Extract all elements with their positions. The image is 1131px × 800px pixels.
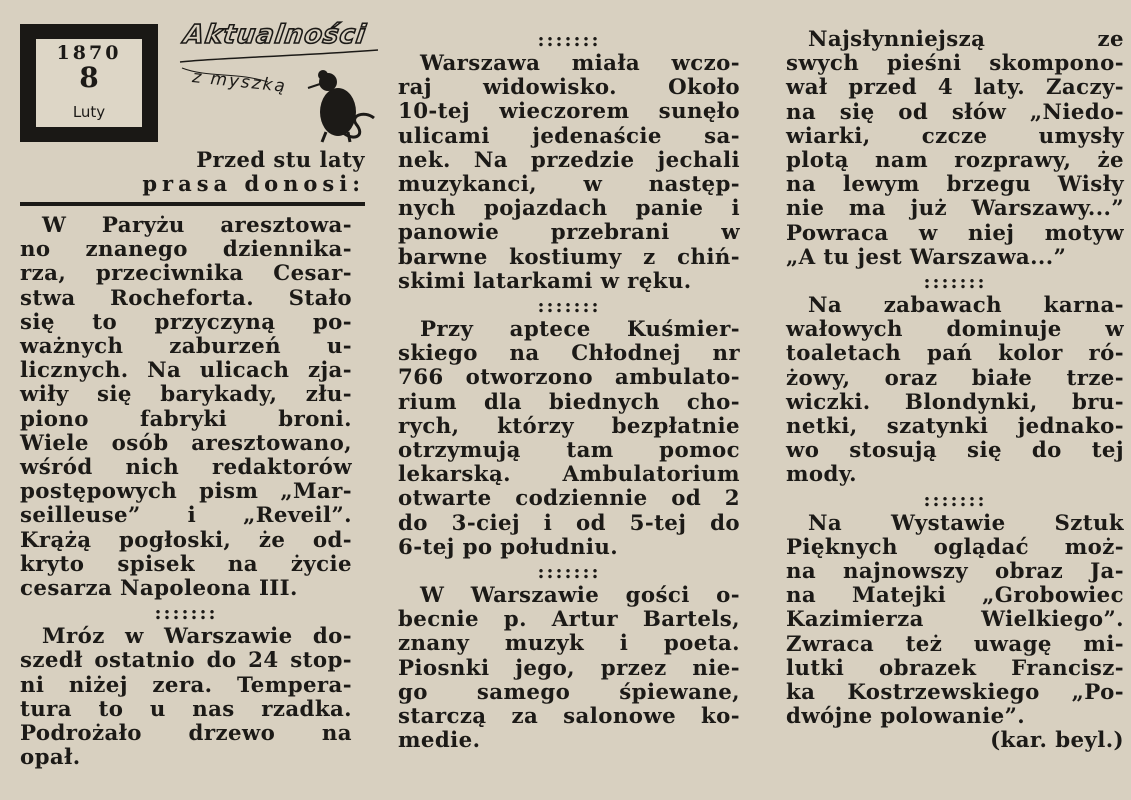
- text-line: Na zabawach karna-: [808, 293, 1124, 319]
- article-widowisko: [398, 52, 740, 294]
- text-line: skiego na Chłodnej nr: [398, 341, 740, 367]
- calendar-year: 1870: [56, 42, 122, 64]
- calendar-day: 8: [79, 61, 99, 94]
- text-line: wiarki, czcze umysły: [786, 123, 1124, 149]
- text-line: Warszawa miała wczo-: [420, 51, 740, 76]
- text-line: ka Kostrzewskiego „Po-: [786, 680, 1124, 706]
- text-line: wśród nich redaktorów: [20, 455, 352, 481]
- text-line: barwne kostiumy z chiń-: [398, 244, 740, 270]
- text-line: rium dla biednych cho-: [398, 389, 740, 415]
- separator: :::::::: [923, 271, 987, 294]
- text-line: cesarza Napoleona III.: [20, 576, 298, 602]
- calendar-month: Luty: [72, 103, 106, 121]
- text-line: Wiele osób aresztowano,: [20, 430, 352, 456]
- text-line: na najnowszy obraz Ja-: [786, 559, 1124, 585]
- text-line: muzykanci, w następ-: [398, 172, 740, 198]
- text-line: otwarte codziennie od 2: [398, 486, 740, 512]
- section-heading-line2: prasa donosi:: [142, 171, 365, 196]
- text-line: rza, przeciwnika Cesar-: [20, 261, 352, 287]
- text-line: 766 otworzono ambulato-: [398, 365, 740, 391]
- text-line: raj widowisko. Około: [398, 75, 740, 101]
- article-mroz: [20, 625, 352, 770]
- text-line: becnie p. Artur Bartels,: [398, 607, 740, 633]
- column-2: [398, 28, 740, 753]
- text-line: lutki obrazek Francisz-: [786, 655, 1124, 681]
- separator: :::::::: [537, 295, 601, 318]
- text-line: rych, którzy bezpłatnie: [398, 413, 740, 439]
- text-line: toaletach pań kolor ró-: [786, 341, 1124, 367]
- text-line: nie ma już Warszawy...”: [786, 196, 1124, 222]
- text-line: kryto spisek na życie: [20, 551, 352, 577]
- text-line: wo stosują się do tej: [786, 438, 1124, 464]
- separator: :::::::: [923, 488, 987, 511]
- text-line: na się od słów „Niedo-: [786, 99, 1124, 125]
- text-line: lekarską. Ambulatorium: [398, 462, 740, 488]
- text-line: mody.: [786, 462, 857, 488]
- text-line: otrzymują tam pomoc: [398, 438, 740, 464]
- logo-subtitle: z myszką: [191, 67, 288, 97]
- text-line: się to przyczyną po-: [20, 309, 352, 335]
- text-line: na Matejki „Grobowiec: [786, 583, 1124, 609]
- article-paryz: [20, 214, 352, 601]
- text-line: na lewym brzegu Wisły: [786, 172, 1124, 198]
- text-line: Kazimierza Wielkiego”.: [786, 607, 1124, 633]
- text-line: nek. Na przedzie jechali: [398, 147, 740, 173]
- logo-title: Aktualności: [181, 20, 369, 50]
- text-line: Piosnki jego, przez nie-: [398, 655, 740, 681]
- text-line: opał.: [20, 745, 81, 771]
- text-line: Powraca w niej motyw: [786, 220, 1124, 246]
- text-line: Mróz w Warszawie do-: [42, 624, 352, 650]
- column-logo: [178, 20, 386, 148]
- section-heading-line1: Przed stu laty: [196, 147, 365, 172]
- text-line: swych pieśni skompono-: [786, 51, 1124, 77]
- text-line: ulicami jedenaście sa-: [398, 123, 740, 149]
- text-line: nych pojazdach panie i: [398, 196, 740, 222]
- article-bartels: [398, 584, 740, 753]
- text-line: znany muzyk i poeta.: [398, 631, 740, 657]
- text-line: Przy aptece Kuśmier-: [420, 317, 740, 343]
- text-line: go samego śpiewane,: [398, 679, 740, 705]
- text-line: ni niżej zera. Tempera-: [20, 672, 352, 698]
- text-line: skimi latarkami w ręku.: [398, 268, 692, 294]
- text-line: medie.: [398, 728, 481, 754]
- text-line: Pięknych oglądać moż-: [786, 534, 1124, 560]
- text-line: wał przed 4 laty. Zaczy-: [786, 75, 1124, 101]
- text-line: Najsłynniejszą ze: [808, 27, 1124, 52]
- text-line: W Warszawie gości o-: [420, 583, 740, 609]
- text-line: żowy, oraz białe trze-: [786, 365, 1124, 391]
- text-line: szedł ostatnio do 24 stop-: [20, 648, 352, 674]
- heading-rule: [20, 202, 365, 206]
- text-line: licznych. Na ulicach zja-: [20, 358, 352, 384]
- text-line: postępowych pism „Mar-: [20, 479, 352, 505]
- calendar-card: [35, 38, 143, 128]
- text-line: ważnych zaburzeń u-: [20, 334, 352, 360]
- text-line: stwa Rocheforta. Stało: [20, 285, 352, 311]
- column-1: [20, 214, 352, 770]
- separator: :::::::: [154, 602, 218, 625]
- text-line: panowie przebrani w: [398, 220, 740, 246]
- text-line: Zwraca też uwagę mi-: [786, 631, 1124, 657]
- text-line: dwójne polowanie”.: [786, 704, 1026, 730]
- article-matejko: [786, 512, 1124, 730]
- text-line: piono fabryki broni.: [20, 406, 352, 432]
- separator: :::::::: [537, 561, 601, 584]
- text-line: Krążą pogłoski, że od-: [20, 527, 352, 553]
- separator: :::::::: [537, 29, 601, 51]
- text-line: starczą za salonowe ko-: [398, 704, 740, 730]
- text-line: wiły się barykady, złu-: [20, 382, 352, 408]
- text-line: Na Wystawie Sztuk: [808, 510, 1124, 536]
- author-signature: (kar. beyl.): [990, 728, 1124, 754]
- calendar-box: [20, 24, 158, 142]
- text-line: Podrożało drzewo na: [20, 721, 352, 747]
- text-line: 6-tej po południu.: [398, 534, 619, 560]
- text-line: netki, szatynki jednako-: [786, 414, 1124, 440]
- text-line: W Paryżu aresztowa-: [42, 213, 352, 238]
- article-ambulatorium: [398, 318, 740, 560]
- text-line: 10-tej wieczorem sunęło: [398, 99, 740, 125]
- column-3: [786, 28, 1124, 754]
- text-line: no znanego dziennika-: [20, 237, 352, 263]
- text-line: wiczki. Blondynki, bru-: [786, 389, 1124, 415]
- text-line: plotą nam rozprawy, że: [786, 148, 1124, 174]
- text-line: wałowych dominuje w: [786, 317, 1124, 343]
- article-karnawal: [786, 294, 1124, 488]
- text-line: do 3-ciej i od 5-tej do: [398, 510, 740, 536]
- article-piesn: [786, 28, 1124, 270]
- text-line: seilleuse” i „Reveil”.: [20, 503, 352, 529]
- text-line: tura to u nas rzadka.: [20, 696, 352, 722]
- text-line: „A tu jest Warszawa...”: [786, 244, 1067, 270]
